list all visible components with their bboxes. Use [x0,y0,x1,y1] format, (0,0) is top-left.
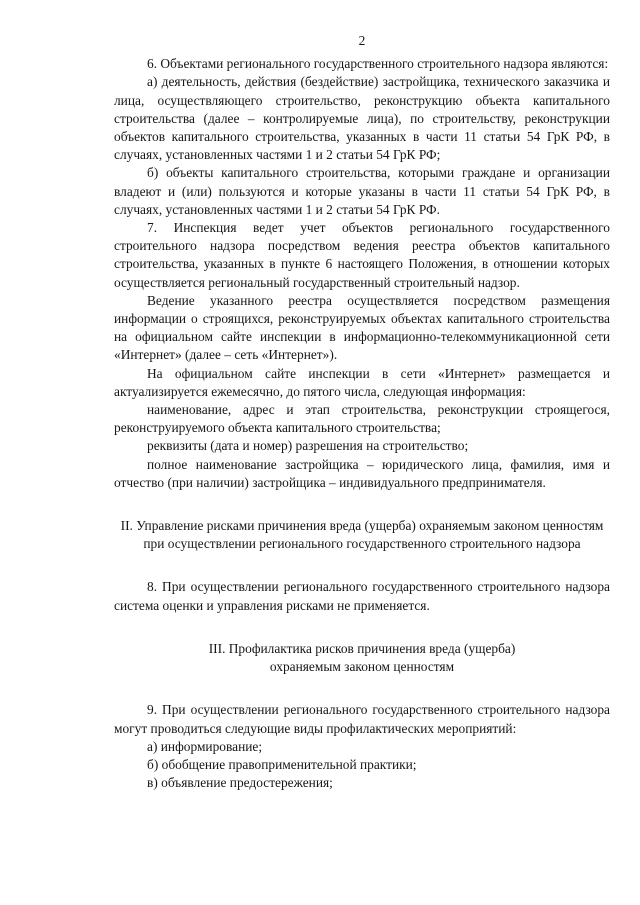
paragraph-7-info-item-3: полное наименование застройщика – юридического лица, фамилия, имя и отчество (при наличии) застройщика – индивидуального предпринимателя. [114,456,610,490]
paragraph-7-website: На официальном сайте инспекции в сети «Интернет» размещается и актуализируется ежемесячно, до пятого числа, следующая информация: [114,365,610,399]
paragraph-7-info-item-2: реквизиты (дата и номер) разрешения на строительство; [147,438,469,454]
paragraph-9-item-b: б) обобщение правоприменительной практики; [147,756,417,772]
paragraph-9-item-c: в) объявление предостережения; [147,775,333,791]
section-2-heading: II. Управление рисками причинения вреда (ущерба) охраняемым законом ценностям при осуществлении регионального государственного строительного надзора [120,518,604,552]
section-3-heading: III. Профилактика рисков причинения вреда (ущерба) охраняемым законом ценностям [208,640,516,675]
paragraph-6-intro: 6. Объектами регионального государственного строительного надзора являются: [147,56,609,72]
paragraph-7-info-item-1: наименование, адрес и этап строительства, реконструкции строящегося, реконструируемого объекта капитального строительства; [114,402,610,436]
paragraph-7: 7. Инспекция ведет учет объектов регионального государственного строительного надзора посредством ведения реестра объектов капитального строительства, указанных в пункте 6 настоящего Положения, в отношении которых осуществляется региональный государственный строительный надзор. [114,220,610,290]
paragraph-9: 9. При осуществлении регионального государственного строительного надзора могут проводиться следующие виды профилактических мероприятий: [114,702,610,736]
page-number: 2 [358,33,366,48]
paragraph-6-item-b: б) объекты капитального строительства, которыми граждане и организации владеют и (или) пользуются и которые указаны в части 11 статьи 54 ГрК РФ, в случаях, установленных частями 1 и 2 статьи 54 ГрК РФ. [114,165,610,217]
paragraph-8: 8. При осуществлении регионального государственного строительного надзора система оценки и управления рисками не применяется. [114,579,610,613]
paragraph-9-item-a: а) информирование; [147,738,263,754]
paragraph-6-item-a: а) деятельность, действия (бездействие) застройщика, технического заказчика и лица, осуществляющего строительство, реконструкцию объекта капитального строительства (далее – контролируемые лица), по строительству, реконструкции объектов капитального строительства, указанных в части 11 статьи 54 ГрК РФ, в случаях, установленных частями 1 и 2 статьи 54 ГрК РФ; [114,74,610,163]
paragraph-7-registry: Ведение указанного реестра осуществляется посредством размещения информации о строящихся, реконструируемых объектах капитального строительства на официальном сайте инспекции в информационно-телекоммуникационной сети «Интернет» (далее – сеть «Интернет»). [114,292,610,363]
document-page [114,32,610,792]
